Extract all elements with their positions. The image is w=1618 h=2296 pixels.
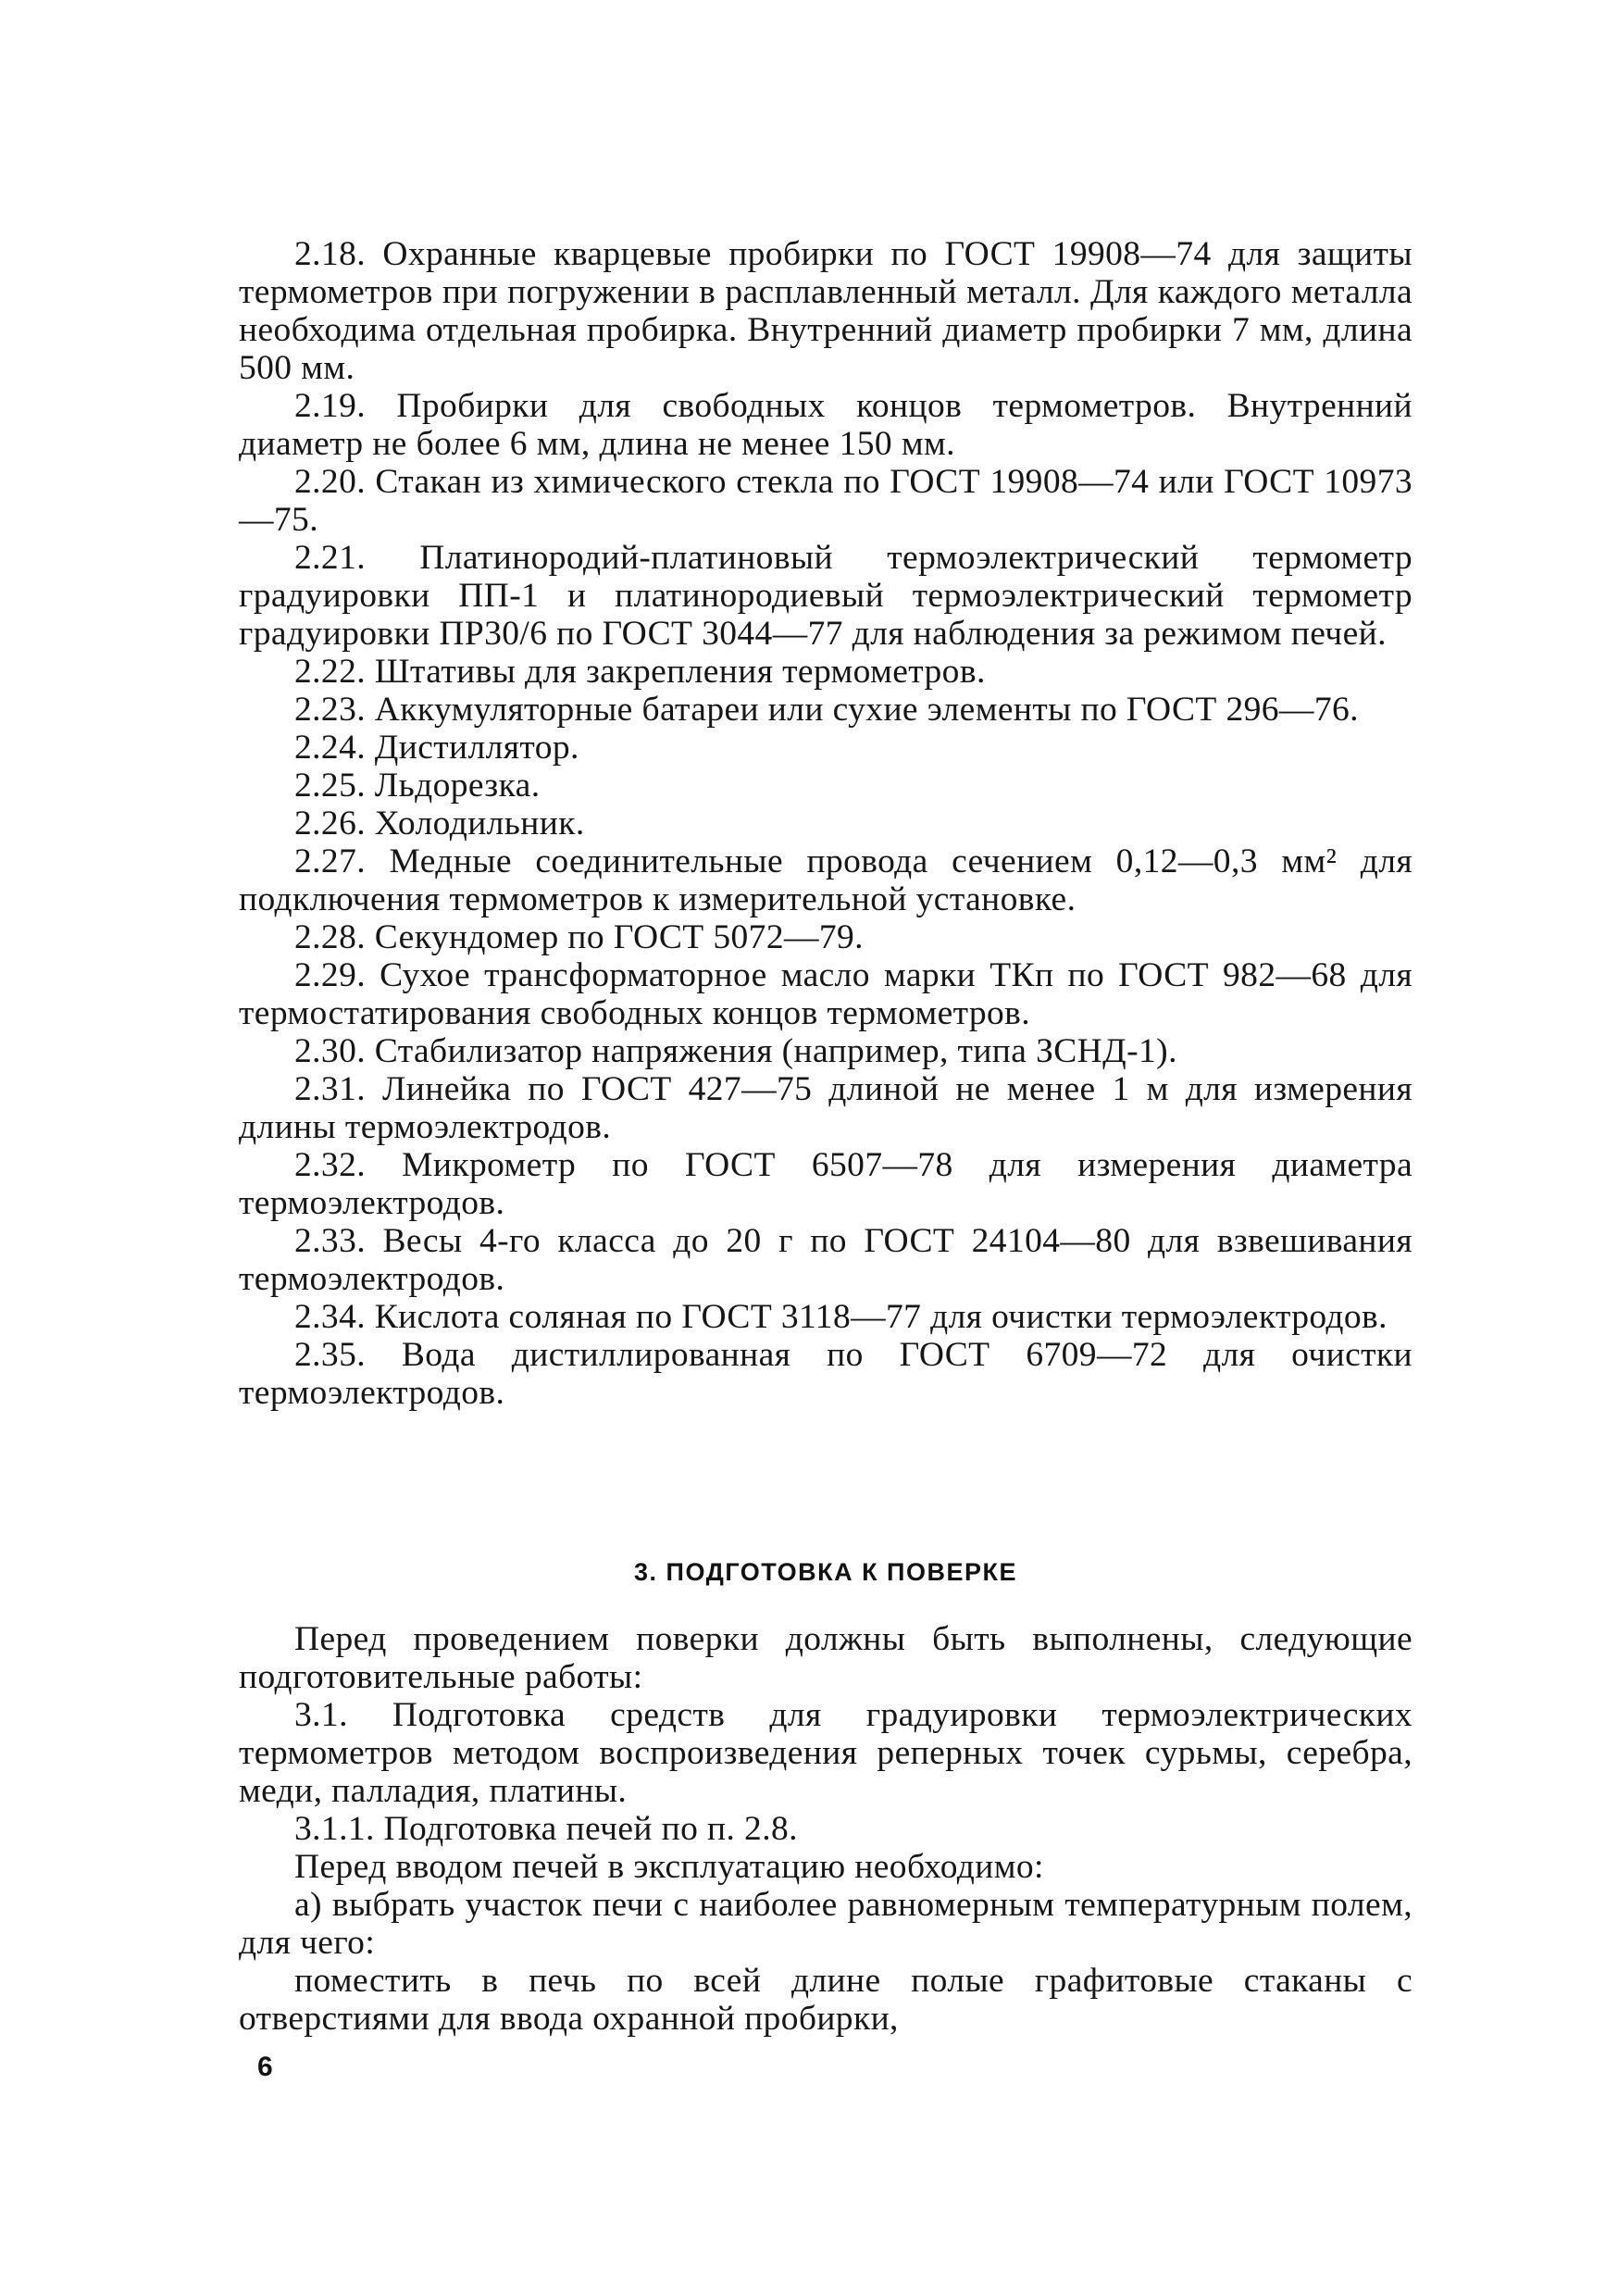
paragraph-intro: Перед проведением поверки должны быть выполнены, следующие подготовительные работы:: [239, 1620, 1413, 1696]
paragraph-item-2-33: 2.33. Весы 4-го класса до 20 г по ГОСТ 24104—80 для взвешивания термоэлектродов.: [239, 1222, 1413, 1298]
section-heading: 3. ПОДГОТОВКА К ПОВЕРКЕ: [634, 1558, 1017, 1586]
paragraph-item-3-1: 3.1. Подготовка средств для градуировки термоэлектрических термометров методом воспроизведения реперных точек сурьмы, серебра, меди, палладия, платины.: [239, 1696, 1413, 1810]
paragraph-item-2-18: 2.18. Охранные кварцевые пробирки по ГОСТ 19908—74 для защиты термометров при погружении в расплавленный металл. Для каждого металла необходима отдельная пробирка. Внутренний диаметр пробирки 7 мм, длина 500 мм.: [239, 235, 1413, 387]
paragraph-step-a: а) выбрать участок печи с наиболее равномерным температурным полем, для чего:: [239, 1886, 1413, 1962]
paragraph-item-2-28: 2.28. Секундомер по ГОСТ 5072—79.: [294, 918, 864, 956]
paragraph-item-2-34: 2.34. Кислота соляная по ГОСТ 3118—77 для очистки термоэлектродов.: [294, 1298, 1388, 1336]
paragraph-item-3-1-1: 3.1.1. Подготовка печей по п. 2.8.: [294, 1810, 798, 1848]
paragraph-item-2-30: 2.30. Стабилизатор напряжения (например, типа ЗСНД-1).: [294, 1032, 1177, 1070]
paragraph-item-2-29: 2.29. Сухое трансформаторное масло марки ТКп по ГОСТ 982—68 для термостатирования свободных концов термометров.: [239, 956, 1413, 1032]
paragraph-item-2-32: 2.32. Микрометр по ГОСТ 6507—78 для измерения диаметра термоэлектродов.: [239, 1146, 1413, 1222]
paragraph-item-2-21: 2.21. Платинородий-платиновый термоэлектрический термометр градуировки ПП-1 и платинородиевый термоэлектрический термометр градуировки ПР30/6 по ГОСТ 3044—77 для наблюдения за режимом печей.: [239, 539, 1413, 653]
paragraph-before-operation: Перед вводом печей в эксплуатацию необходимо:: [294, 1848, 1044, 1886]
paragraph-item-2-31: 2.31. Линейка по ГОСТ 427—75 длиной не менее 1 м для измерения длины термоэлектродов.: [239, 1070, 1413, 1146]
paragraph-item-2-23: 2.23. Аккумуляторные батареи или сухие элементы по ГОСТ 296—76.: [294, 691, 1359, 729]
paragraph-item-2-22: 2.22. Штативы для закрепления термометров.: [294, 653, 986, 691]
paragraph-step-a-detail: поместить в печь по всей длине полые графитовые стаканы с отверстиями для ввода охранной пробирки,: [239, 1962, 1413, 2038]
paragraph-item-2-20: 2.20. Стакан из химического стекла по ГОСТ 19908—74 или ГОСТ 10973—75.: [239, 463, 1413, 539]
preparation-section: [239, 1620, 1413, 2038]
paragraph-item-2-25: 2.25. Льдорезка.: [294, 767, 541, 805]
paragraph-item-2-24: 2.24. Дистиллятор.: [294, 729, 579, 767]
page-number: 6: [257, 2052, 273, 2082]
paragraph-item-2-27: 2.27. Медные соединительные провода сечением 0,12—0,3 мм² для подключения термометров к измерительной установке.: [239, 842, 1413, 918]
paragraph-item-2-19: 2.19. Пробирки для свободных концов термометров. Внутренний диаметр не более 6 мм, длина не менее 150 мм.: [239, 387, 1413, 463]
equipment-list: [239, 235, 1413, 1412]
paragraph-item-2-26: 2.26. Холодильник.: [294, 805, 585, 842]
paragraph-item-2-35: 2.35. Вода дистиллированная по ГОСТ 6709—72 для очистки термоэлектродов.: [239, 1336, 1413, 1412]
